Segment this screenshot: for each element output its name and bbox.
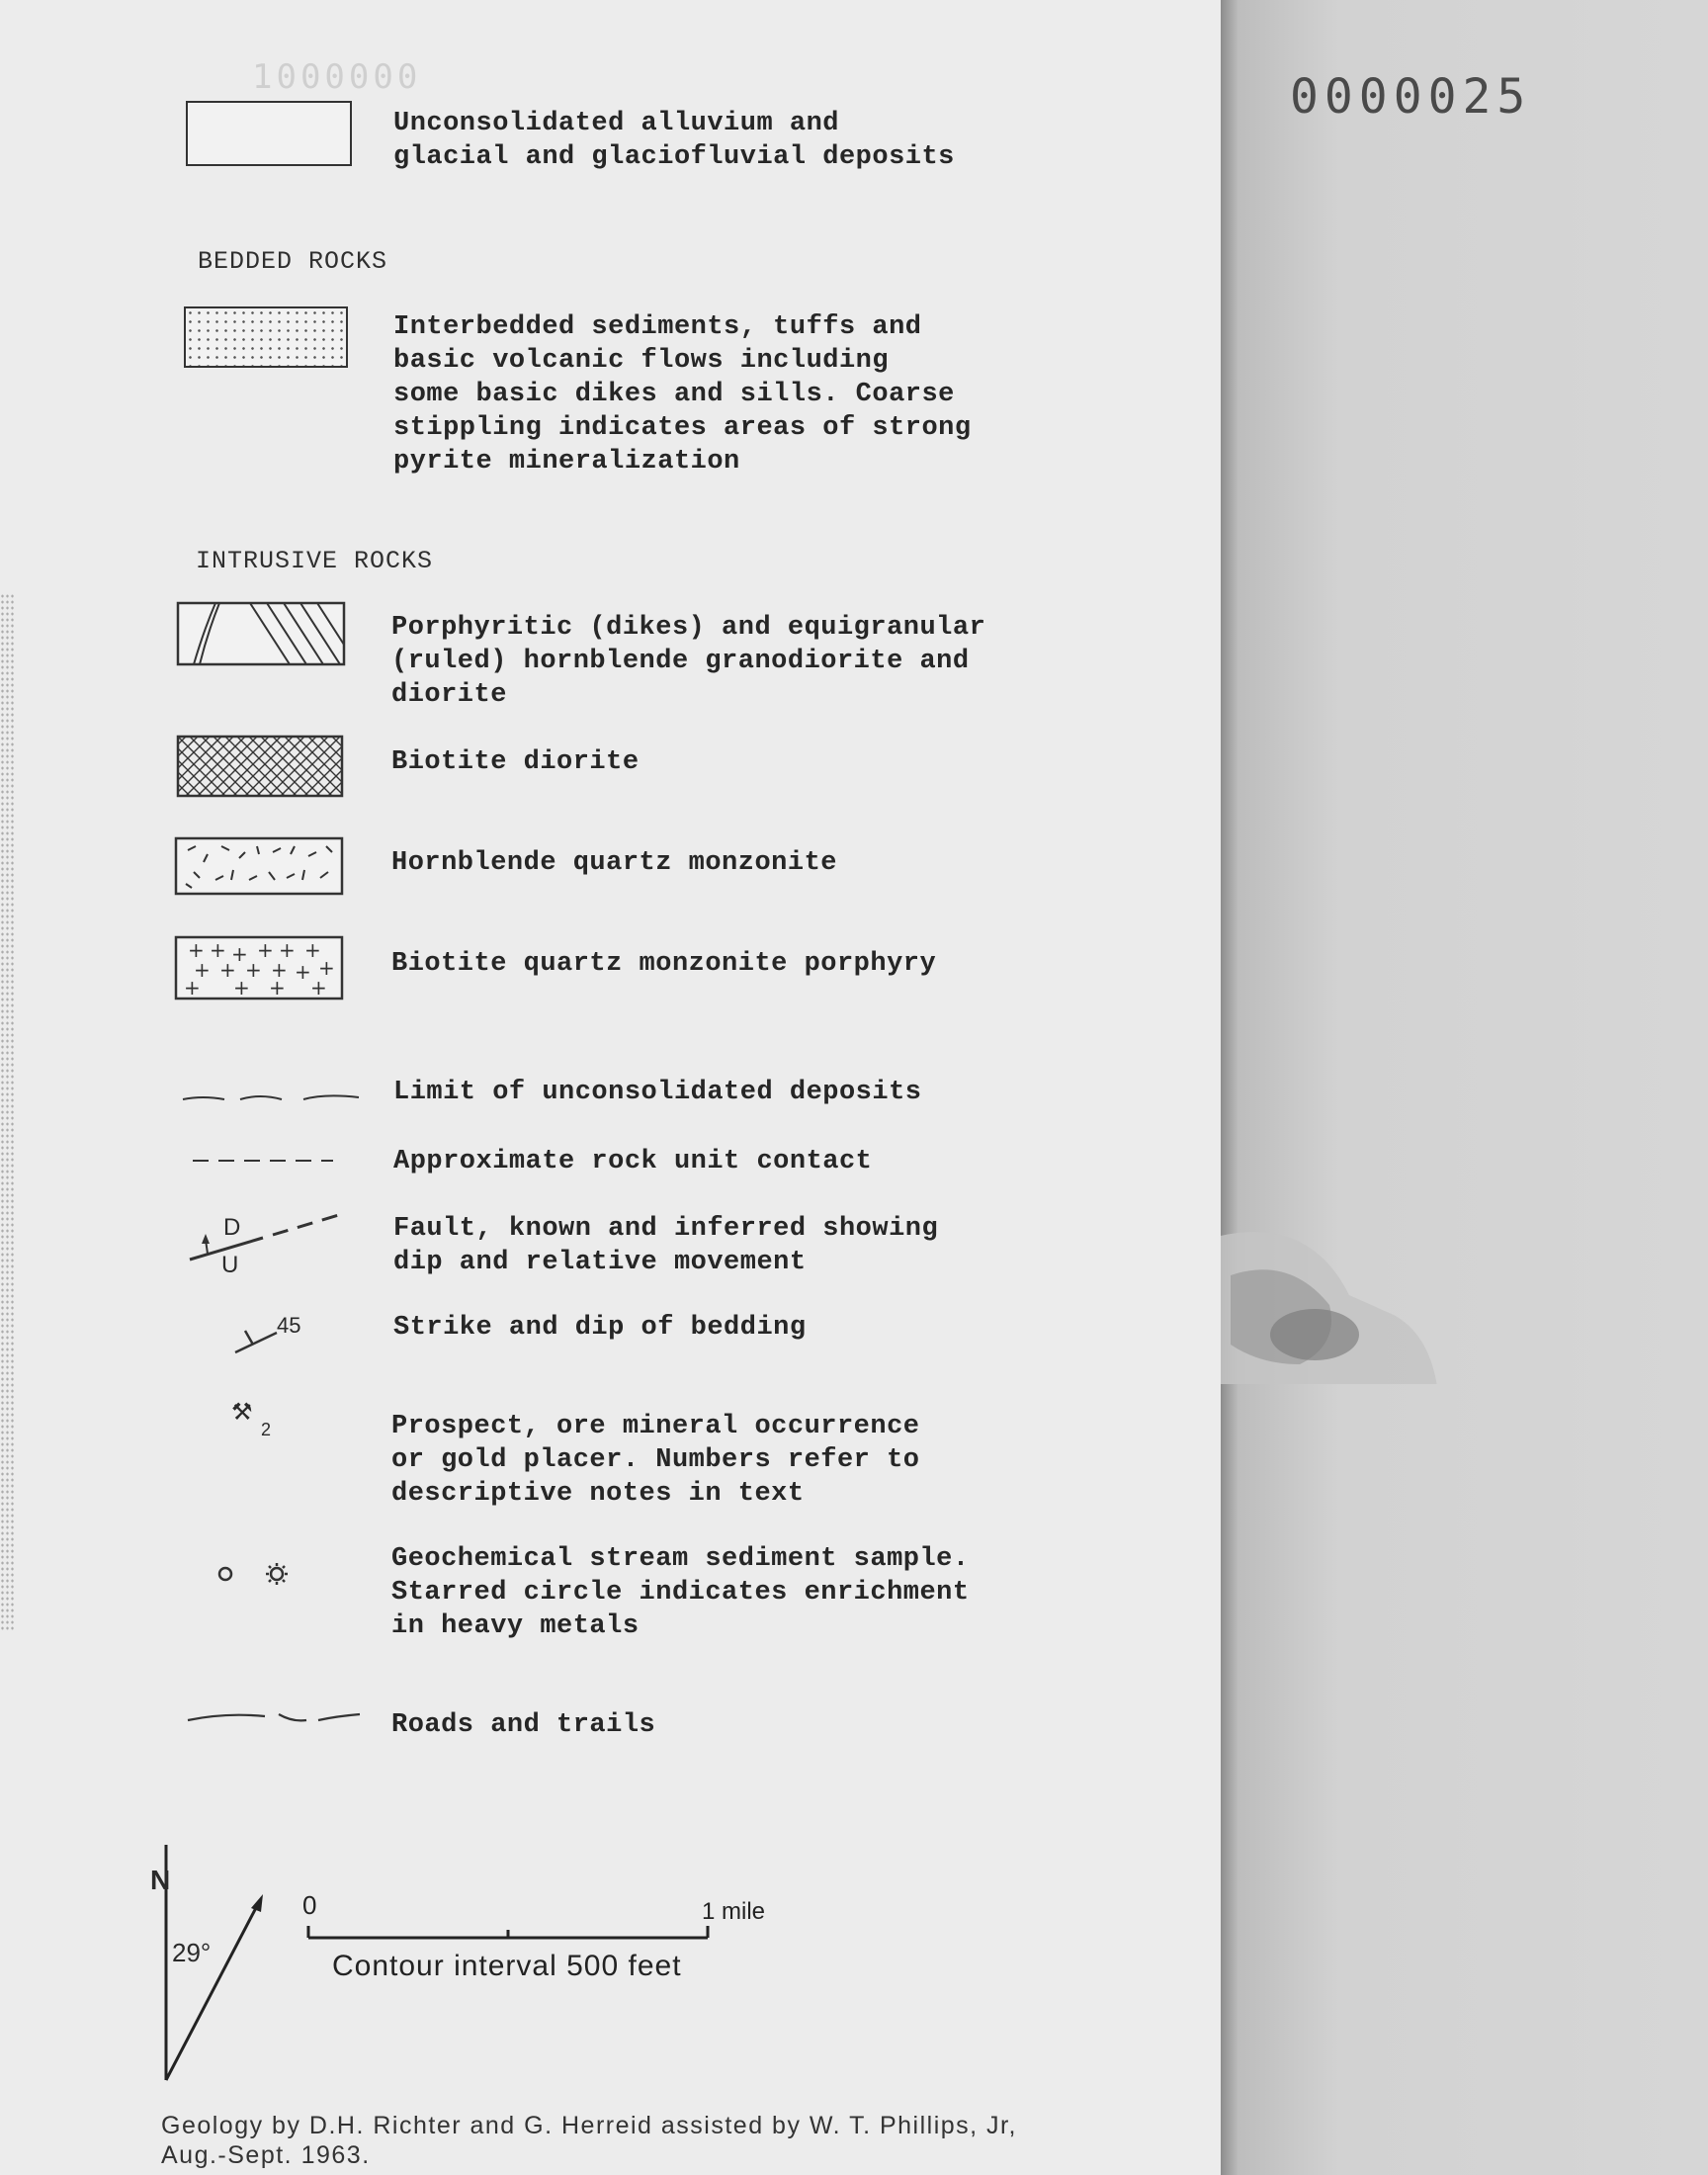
svg-text:+: + <box>279 938 296 962</box>
page-number: 0000025 <box>1290 69 1532 125</box>
svg-text:+: + <box>210 938 226 962</box>
contact-line-symbol <box>191 1153 335 1167</box>
punch-edge-dots <box>0 593 14 1631</box>
alluvium-description: Unconsolidated alluvium and glacial and glaciofluvial deposits <box>393 109 955 172</box>
sample-circle-icon <box>219 1568 231 1580</box>
svg-text:+: + <box>318 956 335 980</box>
svg-text:+: + <box>310 976 327 1000</box>
svg-text:+: + <box>245 958 262 982</box>
svg-text:+: + <box>188 938 205 962</box>
biotite-diorite-symbol <box>176 735 344 798</box>
svg-text:+: + <box>269 976 286 1000</box>
svg-text:+: + <box>271 958 288 982</box>
svg-text:+: + <box>231 942 248 966</box>
strike-dip-description: Strike and dip of bedding <box>393 1313 807 1343</box>
bedded-rocks-symbol-box <box>184 306 348 368</box>
declination-label: 29° <box>172 1938 212 1967</box>
contour-interval-label: Contour interval 500 feet <box>332 1950 682 1982</box>
svg-text:+: + <box>184 976 201 1000</box>
svg-text:+: + <box>233 976 250 1000</box>
svg-text:+: + <box>194 958 211 982</box>
svg-text:+: + <box>304 938 321 962</box>
scale-end-label: 1 mile <box>702 1898 766 1925</box>
fault-description: Fault, known and inferred showing dip and relative movement <box>393 1214 939 1277</box>
faint-sheet-id: 1000000 <box>252 57 422 97</box>
svg-text:+: + <box>219 958 236 982</box>
prospect-description: Prospect, ore mineral occurrence or gold placer. Numbers refer to descriptive notes in text <box>391 1412 920 1509</box>
prospect-number: 2 <box>261 1420 272 1439</box>
bedded-rocks-heading: BEDDED ROCKS <box>198 247 388 276</box>
biotite-qm-porphyry-description: Biotite quartz monzonite porphyry <box>391 949 937 979</box>
roads-trails-symbol <box>186 1706 364 1730</box>
biotite-diorite-description: Biotite diorite <box>391 747 640 777</box>
granodiorite-symbol <box>176 601 346 668</box>
contact-description: Approximate rock unit contact <box>393 1147 873 1176</box>
photocopy-margin <box>1221 0 1708 2175</box>
hornblende-quartz-monzonite-description: Hornblende quartz monzonite <box>391 848 837 878</box>
hornblende-quartz-monzonite-symbol <box>174 836 344 896</box>
fault-down-label: D <box>223 1214 241 1241</box>
roads-trails-description: Roads and trails <box>391 1710 656 1740</box>
hand-shadow-image <box>1221 0 1708 1384</box>
geochem-sample-symbol <box>215 1560 295 1596</box>
dip-value: 45 <box>277 1313 301 1338</box>
limit-unconsolidated-description: Limit of unconsolidated deposits <box>393 1078 922 1107</box>
scale-bar <box>302 1906 718 1946</box>
alluvium-symbol-box <box>186 101 352 166</box>
scale-start-label: 0 <box>302 1890 317 1920</box>
granodiorite-description: Porphyritic (dikes) and equigranular (ruled) hornblende granodiorite and diorite <box>391 613 986 710</box>
north-arrow <box>148 1839 287 2086</box>
fault-symbol <box>184 1206 352 1281</box>
strike-dip-symbol <box>227 1313 301 1362</box>
pick-hammer-icon: ⚒ <box>231 1398 253 1426</box>
starred-circle-icon <box>266 1563 288 1585</box>
intrusive-rocks-heading: INTRUSIVE ROCKS <box>196 547 434 575</box>
geochem-description: Geochemical stream sediment sample. Starred circle indicates enrichment in heavy metals <box>391 1544 970 1641</box>
limit-unconsolidated-line-symbol <box>181 1088 363 1107</box>
north-label: N <box>150 1865 171 1895</box>
geology-credit: Geology by D.H. Richter and G. Herreid assisted by W. T. Phillips, Jr, Aug.-Sept. 1963. <box>161 2112 1017 2169</box>
svg-text:+: + <box>295 960 311 984</box>
svg-text:+: + <box>257 938 274 962</box>
fault-up-label: U <box>221 1252 239 1278</box>
biotite-qm-porphyry-symbol <box>174 935 344 1000</box>
bedded-rocks-description: Interbedded sediments, tuffs and basic volcanic flows including some basic dikes and sills. Coarse stippling indicates areas of strong pyrite mineralization <box>393 312 972 477</box>
